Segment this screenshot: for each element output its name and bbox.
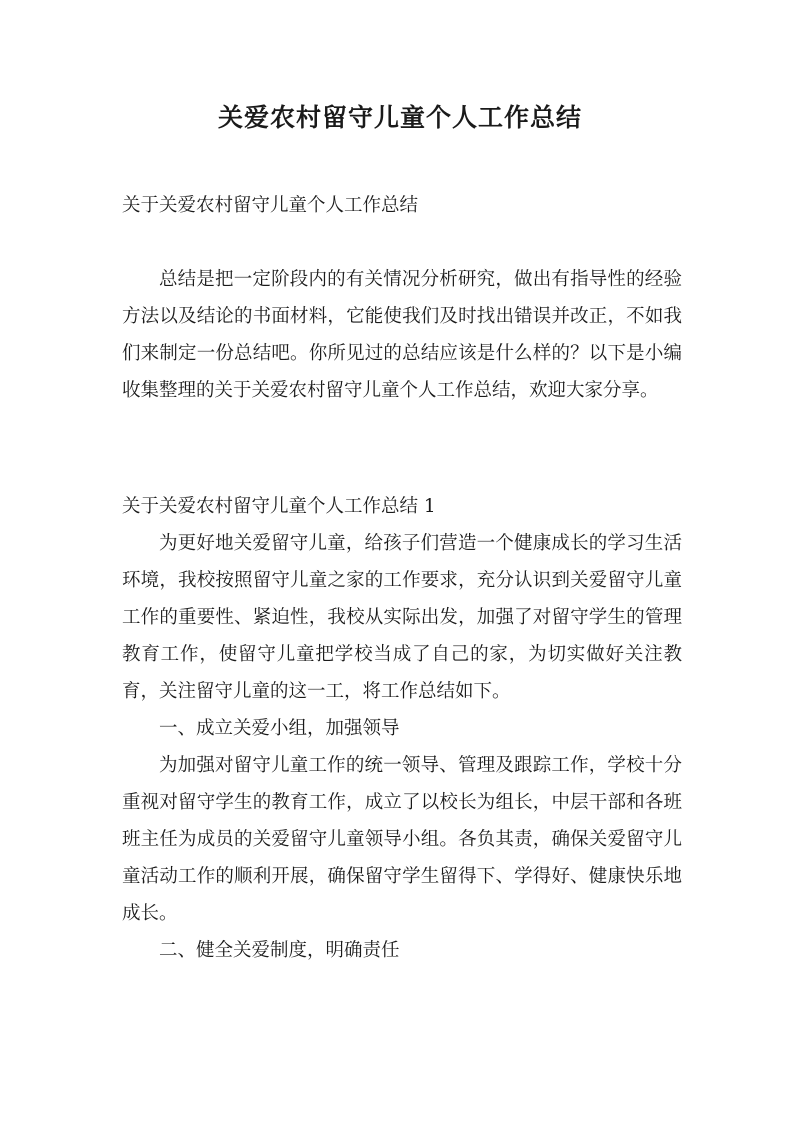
intro-block: [122, 261, 682, 409]
article-1: [122, 488, 682, 969]
document-subtitle: 关于关爱农村留守儿童个人工作总结: [122, 195, 419, 216]
document-title: 关爱农村留守儿童个人工作总结: [217, 103, 582, 132]
intro-paragraph: 总结是把一定阶段内的有关情况分析研究，做出有指导性的经验方法以及结论的书面材料，它能使我们及时找出错误并改正，不如我们来制定一份总结吧。你所见过的总结应该是什么样的？以下是小编收集整理的关于关爱农村留守儿童个人工作总结，欢迎大家分享。: [122, 269, 682, 401]
article-1-heading: 关于关爱农村留守儿童个人工作总结 1: [122, 496, 436, 517]
article-1-paragraph: 为更好地关爱留守儿童，给孩子们营造一个健康成长的学习生活环境，我校按照留守儿童之家的工作要求，充分认识到关爱留守儿童工作的重要性、紧迫性，我校从实际出发，加强了对留守学生的管理教育工作，使留守儿童把学校当成了自己的家，为切实做好关注教育，关注留守儿童的这一工，将工作总结如下。: [122, 533, 682, 702]
section-2-heading: 二、健全关爱制度，明确责任: [159, 940, 400, 961]
section-1-heading: 一、成立关爱小组，加强领导: [159, 718, 400, 739]
section-1-body: 为加强对留守儿童工作的统一领导、管理及跟踪工作，学校十分重视对留守学生的教育工作，成立了以校长为组长，中层干部和各班班主任为成员的关爱留守儿童领导小组。各负其责，确保关爱留守儿童活动工作的顺利开展，确保留守学生留得下、学得好、健康快乐地成长。: [122, 755, 682, 924]
